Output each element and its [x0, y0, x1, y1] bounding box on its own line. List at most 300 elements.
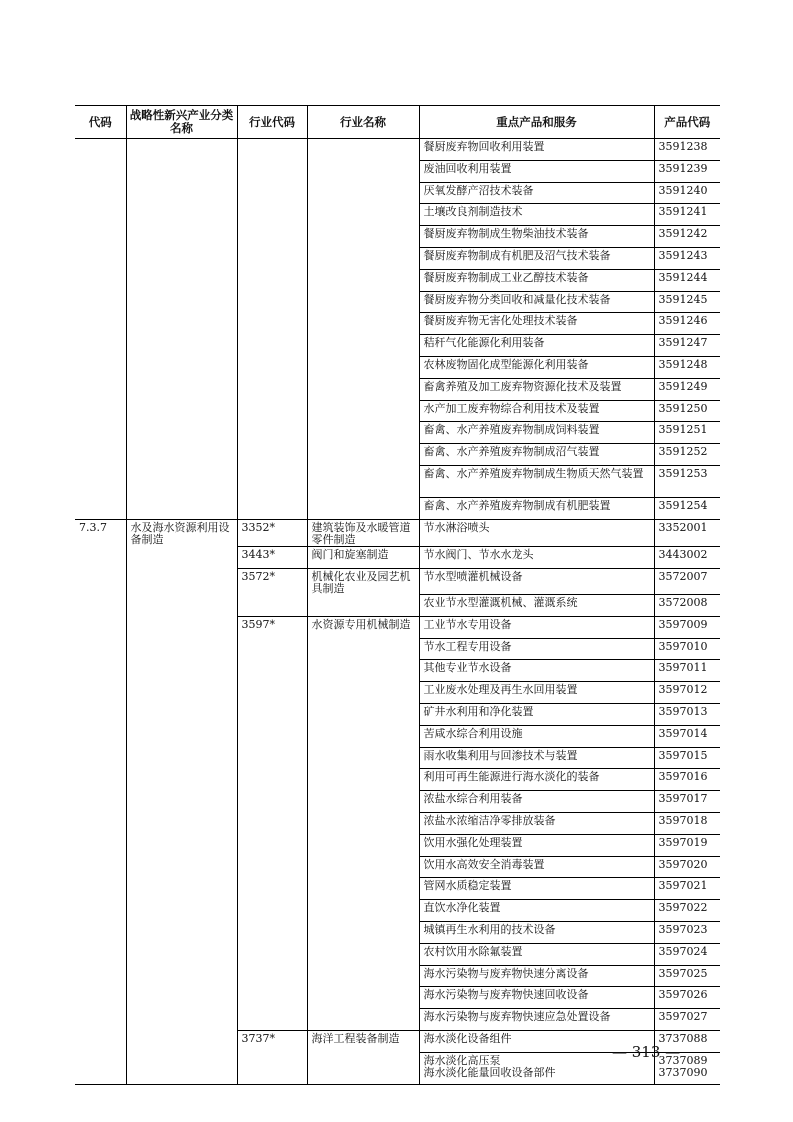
cell-code	[75, 335, 126, 357]
cell-product: 废油回收利用装置	[419, 160, 654, 182]
cell-category	[126, 568, 237, 595]
cell-industry-name	[307, 638, 419, 660]
cell-code	[75, 465, 126, 497]
cell-product: 餐厨废弃物分类回收和减量化技术装备	[419, 291, 654, 313]
cell-category	[126, 682, 237, 704]
cell-code	[75, 813, 126, 835]
cell-code	[75, 1030, 126, 1052]
cell-category	[126, 182, 237, 204]
cell-product: 工业节水专用设备	[419, 616, 654, 638]
cell-category: 水及海水资源利用设备制造	[126, 519, 237, 546]
cell-code	[75, 269, 126, 291]
cell-product-code: 3591244	[654, 269, 720, 291]
cell-product: 管网水质稳定装置	[419, 878, 654, 900]
cell-product-code: 3737089 3737090	[654, 1052, 720, 1084]
cell-industry-code	[237, 1052, 307, 1084]
cell-industry-code: 3443*	[237, 546, 307, 568]
cell-product: 饮用水强化处理装置	[419, 834, 654, 856]
cell-industry-code: 3737*	[237, 1030, 307, 1052]
cell-product: 海水淡化高压泵 海水淡化能量回收设备部件	[419, 1052, 654, 1084]
cell-industry-code	[237, 834, 307, 856]
cell-code	[75, 965, 126, 987]
cell-category	[126, 1052, 237, 1084]
cell-industry-code: 3572*	[237, 568, 307, 595]
cell-product: 畜禽、水产养殖废弃物制成饲料装置	[419, 422, 654, 444]
cell-product-code: 3591251	[654, 422, 720, 444]
header-product-code: 产品代码	[654, 106, 720, 139]
cell-industry-name	[307, 660, 419, 682]
cell-code	[75, 725, 126, 747]
cell-industry-name: 机械化农业及园艺机具制造	[307, 568, 419, 595]
cell-product: 畜禽、水产养殖废弃物制成生物质天然气装置	[419, 465, 654, 497]
cell-product: 利用可再生能源进行海水淡化的装备	[419, 769, 654, 791]
cell-industry-code	[237, 943, 307, 965]
cell-industry-code: 3597*	[237, 616, 307, 638]
cell-industry-name	[307, 704, 419, 726]
cell-code	[75, 638, 126, 660]
cell-industry-code	[237, 204, 307, 226]
cell-code	[75, 182, 126, 204]
cell-industry-name	[307, 465, 419, 497]
table-row	[75, 226, 720, 248]
cell-category	[126, 922, 237, 944]
table-row	[75, 595, 720, 617]
cell-product-code: 3591246	[654, 313, 720, 335]
cell-industry-code	[237, 682, 307, 704]
cell-industry-name	[307, 878, 419, 900]
cell-code	[75, 422, 126, 444]
cell-industry-code	[237, 791, 307, 813]
industry-table	[75, 105, 720, 1085]
table-row	[75, 422, 720, 444]
cell-code	[75, 856, 126, 878]
cell-category	[126, 813, 237, 835]
cell-product-code: 3597019	[654, 834, 720, 856]
cell-category	[126, 704, 237, 726]
cell-industry-code	[237, 856, 307, 878]
cell-code	[75, 1009, 126, 1031]
cell-product-code: 3591253	[654, 465, 720, 497]
cell-industry-name	[307, 378, 419, 400]
cell-product-code: 3591249	[654, 378, 720, 400]
cell-industry-name	[307, 965, 419, 987]
cell-code	[75, 987, 126, 1009]
cell-product-code: 3597021	[654, 878, 720, 900]
header-products: 重点产品和服务	[419, 106, 654, 139]
cell-code	[75, 791, 126, 813]
cell-category	[126, 769, 237, 791]
cell-code	[75, 900, 126, 922]
cell-product-code: 3591243	[654, 247, 720, 269]
cell-code	[75, 616, 126, 638]
cell-category	[126, 313, 237, 335]
cell-product: 工业废水处理及再生水回用装置	[419, 682, 654, 704]
cell-product: 海水污染物与废弃物快速应急处置设备	[419, 1009, 654, 1031]
cell-industry-name	[307, 335, 419, 357]
cell-category	[126, 1030, 237, 1052]
cell-product-code: 3597013	[654, 704, 720, 726]
table-row	[75, 813, 720, 835]
cell-product: 畜禽、水产养殖废弃物制成沼气装置	[419, 444, 654, 466]
cell-product-code: 3597018	[654, 813, 720, 835]
cell-product: 饮用水高效安全消毒装置	[419, 856, 654, 878]
cell-industry-name	[307, 747, 419, 769]
cell-code	[75, 568, 126, 595]
cell-product: 节水淋浴喷头	[419, 519, 654, 546]
table-row	[75, 519, 720, 546]
cell-code	[75, 682, 126, 704]
cell-product-code: 3597024	[654, 943, 720, 965]
cell-category	[126, 378, 237, 400]
cell-code	[75, 356, 126, 378]
cell-category	[126, 878, 237, 900]
cell-product: 直饮水净化装置	[419, 900, 654, 922]
cell-product-code: 3591254	[654, 497, 720, 519]
cell-code	[75, 769, 126, 791]
table-row	[75, 965, 720, 987]
cell-industry-code	[237, 247, 307, 269]
cell-industry-code	[237, 378, 307, 400]
cell-industry-code	[237, 704, 307, 726]
table-row	[75, 834, 720, 856]
cell-industry-name	[307, 356, 419, 378]
cell-industry-name	[307, 900, 419, 922]
cell-product: 城镇再生水利用的技术设备	[419, 922, 654, 944]
cell-industry-code	[237, 160, 307, 182]
table-row	[75, 856, 720, 878]
cell-industry-name	[307, 791, 419, 813]
cell-product-code: 3597015	[654, 747, 720, 769]
cell-product-code: 3597026	[654, 987, 720, 1009]
cell-product: 餐厨废弃物回收利用装置	[419, 139, 654, 161]
cell-code	[75, 204, 126, 226]
cell-industry-name	[307, 182, 419, 204]
cell-industry-name: 海洋工程装备制造	[307, 1030, 419, 1052]
cell-industry-code	[237, 660, 307, 682]
cell-category	[126, 356, 237, 378]
cell-industry-name	[307, 313, 419, 335]
cell-industry-code	[237, 356, 307, 378]
cell-industry-code	[237, 725, 307, 747]
cell-industry-name	[307, 1009, 419, 1031]
table-row	[75, 182, 720, 204]
table-row	[75, 791, 720, 813]
cell-industry-name	[307, 813, 419, 835]
cell-product: 餐厨废弃物制成有机肥及沼气技术装备	[419, 247, 654, 269]
cell-industry-code	[237, 1009, 307, 1031]
table-row	[75, 1009, 720, 1031]
cell-product-code: 3597023	[654, 922, 720, 944]
cell-product-code: 3591250	[654, 400, 720, 422]
cell-category	[126, 444, 237, 466]
cell-product-code: 3591240	[654, 182, 720, 204]
cell-product-code: 3572008	[654, 595, 720, 617]
cell-category	[126, 834, 237, 856]
cell-industry-name	[307, 160, 419, 182]
cell-category	[126, 546, 237, 568]
cell-category	[126, 943, 237, 965]
table-row	[75, 400, 720, 422]
cell-industry-name: 建筑装饰及水暖管道零件制造	[307, 519, 419, 546]
cell-industry-name	[307, 1052, 419, 1084]
cell-industry-name	[307, 922, 419, 944]
cell-industry-code	[237, 313, 307, 335]
table-row	[75, 444, 720, 466]
cell-product: 秸秆气化能源化利用装备	[419, 335, 654, 357]
cell-industry-name	[307, 247, 419, 269]
table-row	[75, 682, 720, 704]
cell-industry-code	[237, 769, 307, 791]
cell-code	[75, 313, 126, 335]
cell-industry-name	[307, 769, 419, 791]
cell-industry-name	[307, 682, 419, 704]
cell-industry-code	[237, 291, 307, 313]
cell-code	[75, 139, 126, 161]
table-row	[75, 497, 720, 519]
cell-category	[126, 422, 237, 444]
cell-product-code: 3597025	[654, 965, 720, 987]
table-row	[75, 291, 720, 313]
table-row	[75, 160, 720, 182]
cell-code	[75, 1052, 126, 1084]
table-row	[75, 465, 720, 497]
cell-product-code: 3591238	[654, 139, 720, 161]
cell-industry-code	[237, 987, 307, 1009]
header-code: 代码	[75, 106, 126, 139]
cell-industry-name: 阀门和旋塞制造	[307, 546, 419, 568]
cell-product: 农业节水型灌溉机械、灌溉系统	[419, 595, 654, 617]
cell-product: 餐厨废弃物无害化处理技术装备	[419, 313, 654, 335]
cell-industry-code: 3352*	[237, 519, 307, 546]
cell-product: 餐厨废弃物制成生物柴油技术装备	[419, 226, 654, 248]
cell-industry-code	[237, 335, 307, 357]
cell-product: 土壤改良剂制造技术	[419, 204, 654, 226]
table-row	[75, 335, 720, 357]
cell-product-code: 3591245	[654, 291, 720, 313]
cell-category	[126, 791, 237, 813]
cell-code	[75, 160, 126, 182]
cell-industry-code	[237, 226, 307, 248]
cell-category	[126, 595, 237, 617]
cell-category	[126, 335, 237, 357]
cell-product: 农林废物固化成型能源化利用装备	[419, 356, 654, 378]
cell-product-code: 3591252	[654, 444, 720, 466]
cell-category	[126, 965, 237, 987]
table-row	[75, 922, 720, 944]
cell-category	[126, 725, 237, 747]
cell-code	[75, 444, 126, 466]
cell-product-code: 3597010	[654, 638, 720, 660]
cell-industry-name	[307, 204, 419, 226]
cell-product-code: 3597017	[654, 791, 720, 813]
cell-industry-code	[237, 139, 307, 161]
cell-code	[75, 704, 126, 726]
cell-industry-code	[237, 497, 307, 519]
cell-category	[126, 616, 237, 638]
table-row	[75, 638, 720, 660]
cell-product: 海水污染物与废弃物快速回收设备	[419, 987, 654, 1009]
cell-product-code: 3591242	[654, 226, 720, 248]
cell-product-code: 3597022	[654, 900, 720, 922]
table-row	[75, 356, 720, 378]
table-row	[75, 378, 720, 400]
cell-product-code: 3572007	[654, 568, 720, 595]
cell-product: 厌氧发酵产沼技术装备	[419, 182, 654, 204]
table-row	[75, 987, 720, 1009]
cell-industry-name	[307, 834, 419, 856]
cell-industry-name	[307, 987, 419, 1009]
cell-category	[126, 160, 237, 182]
cell-product-code: 3597020	[654, 856, 720, 878]
header-category: 战略性新兴产业分类名称	[126, 106, 237, 139]
cell-category	[126, 638, 237, 660]
cell-product-code: 3597009	[654, 616, 720, 638]
cell-product-code: 3591239	[654, 160, 720, 182]
cell-industry-code	[237, 900, 307, 922]
cell-code	[75, 378, 126, 400]
cell-product-code: 3591247	[654, 335, 720, 357]
cell-industry-code	[237, 182, 307, 204]
cell-industry-code	[237, 922, 307, 944]
cell-product: 海水淡化设备组件	[419, 1030, 654, 1052]
table-row	[75, 660, 720, 682]
cell-industry-name	[307, 400, 419, 422]
cell-industry-name	[307, 139, 419, 161]
cell-product-code: 3591248	[654, 356, 720, 378]
cell-category	[126, 497, 237, 519]
cell-product-code: 3597014	[654, 725, 720, 747]
table-row	[75, 247, 720, 269]
cell-industry-code	[237, 813, 307, 835]
page-number: — 313 —	[612, 1043, 681, 1061]
cell-product: 畜禽养殖及加工废弃物资源化技术及装置	[419, 378, 654, 400]
cell-category	[126, 856, 237, 878]
cell-product: 节水型喷灌机械设备	[419, 568, 654, 595]
cell-product: 水产加工废弃物综合利用技术及装置	[419, 400, 654, 422]
cell-product: 节水工程专用设备	[419, 638, 654, 660]
cell-industry-code	[237, 422, 307, 444]
cell-category	[126, 247, 237, 269]
cell-code	[75, 226, 126, 248]
cell-industry-name	[307, 856, 419, 878]
cell-industry-name	[307, 725, 419, 747]
header-industry-code: 行业代码	[237, 106, 307, 139]
cell-product: 农村饮用水除氟装置	[419, 943, 654, 965]
table-row	[75, 769, 720, 791]
cell-product: 餐厨废弃物制成工业乙醇技术装备	[419, 269, 654, 291]
cell-product: 浓盐水综合利用装备	[419, 791, 654, 813]
cell-code	[75, 595, 126, 617]
cell-product: 海水污染物与废弃物快速分离设备	[419, 965, 654, 987]
cell-industry-name	[307, 226, 419, 248]
cell-code	[75, 497, 126, 519]
cell-product: 雨水收集利用与回渗技术与装置	[419, 747, 654, 769]
cell-category	[126, 226, 237, 248]
cell-category	[126, 291, 237, 313]
cell-industry-name	[307, 497, 419, 519]
table-row	[75, 747, 720, 769]
cell-industry-code	[237, 595, 307, 617]
cell-product-code: 3597011	[654, 660, 720, 682]
cell-category	[126, 204, 237, 226]
cell-industry-code	[237, 878, 307, 900]
cell-category	[126, 400, 237, 422]
cell-product-code: 3591241	[654, 204, 720, 226]
cell-industry-name	[307, 943, 419, 965]
cell-industry-code	[237, 444, 307, 466]
cell-industry-code	[237, 269, 307, 291]
cell-code: 7.3.7	[75, 519, 126, 546]
table-row	[75, 616, 720, 638]
table-header-row	[75, 106, 720, 139]
table-row	[75, 204, 720, 226]
cell-product-code: 3352001	[654, 519, 720, 546]
cell-category	[126, 269, 237, 291]
cell-product: 矿井水利用和净化装置	[419, 704, 654, 726]
table-row	[75, 725, 720, 747]
cell-industry-code	[237, 638, 307, 660]
cell-code	[75, 878, 126, 900]
cell-product: 畜禽、水产养殖废弃物制成有机肥装置	[419, 497, 654, 519]
cell-category	[126, 987, 237, 1009]
cell-industry-code	[237, 965, 307, 987]
cell-industry-name	[307, 444, 419, 466]
cell-category	[126, 747, 237, 769]
cell-code	[75, 291, 126, 313]
cell-category	[126, 900, 237, 922]
cell-code	[75, 922, 126, 944]
cell-product: 其他专业节水设备	[419, 660, 654, 682]
cell-industry-name	[307, 422, 419, 444]
cell-product-code: 3737088	[654, 1030, 720, 1052]
header-industry-name: 行业名称	[307, 106, 419, 139]
cell-code	[75, 834, 126, 856]
cell-industry-code	[237, 400, 307, 422]
cell-code	[75, 660, 126, 682]
cell-product-code: 3597016	[654, 769, 720, 791]
table-body	[75, 139, 720, 1085]
cell-industry-code	[237, 465, 307, 497]
cell-category	[126, 139, 237, 161]
cell-product-code: 3597012	[654, 682, 720, 704]
cell-product: 浓盐水浓缩洁净零排放装备	[419, 813, 654, 835]
cell-category	[126, 660, 237, 682]
cell-industry-code	[237, 747, 307, 769]
cell-category	[126, 465, 237, 497]
cell-category	[126, 1009, 237, 1031]
table-row	[75, 313, 720, 335]
table-row	[75, 139, 720, 161]
table-row	[75, 269, 720, 291]
cell-code	[75, 247, 126, 269]
cell-industry-name	[307, 291, 419, 313]
cell-code	[75, 747, 126, 769]
table-row	[75, 878, 720, 900]
cell-code	[75, 400, 126, 422]
cell-product: 苦咸水综合利用设施	[419, 725, 654, 747]
cell-code	[75, 943, 126, 965]
cell-product: 节水阀门、节水水龙头	[419, 546, 654, 568]
cell-product-code: 3597027	[654, 1009, 720, 1031]
cell-industry-name: 水资源专用机械制造	[307, 616, 419, 638]
table-row	[75, 546, 720, 568]
table-row	[75, 704, 720, 726]
table-row	[75, 900, 720, 922]
cell-industry-name	[307, 595, 419, 617]
cell-industry-name	[307, 269, 419, 291]
cell-product-code: 3443002	[654, 546, 720, 568]
table-row	[75, 943, 720, 965]
